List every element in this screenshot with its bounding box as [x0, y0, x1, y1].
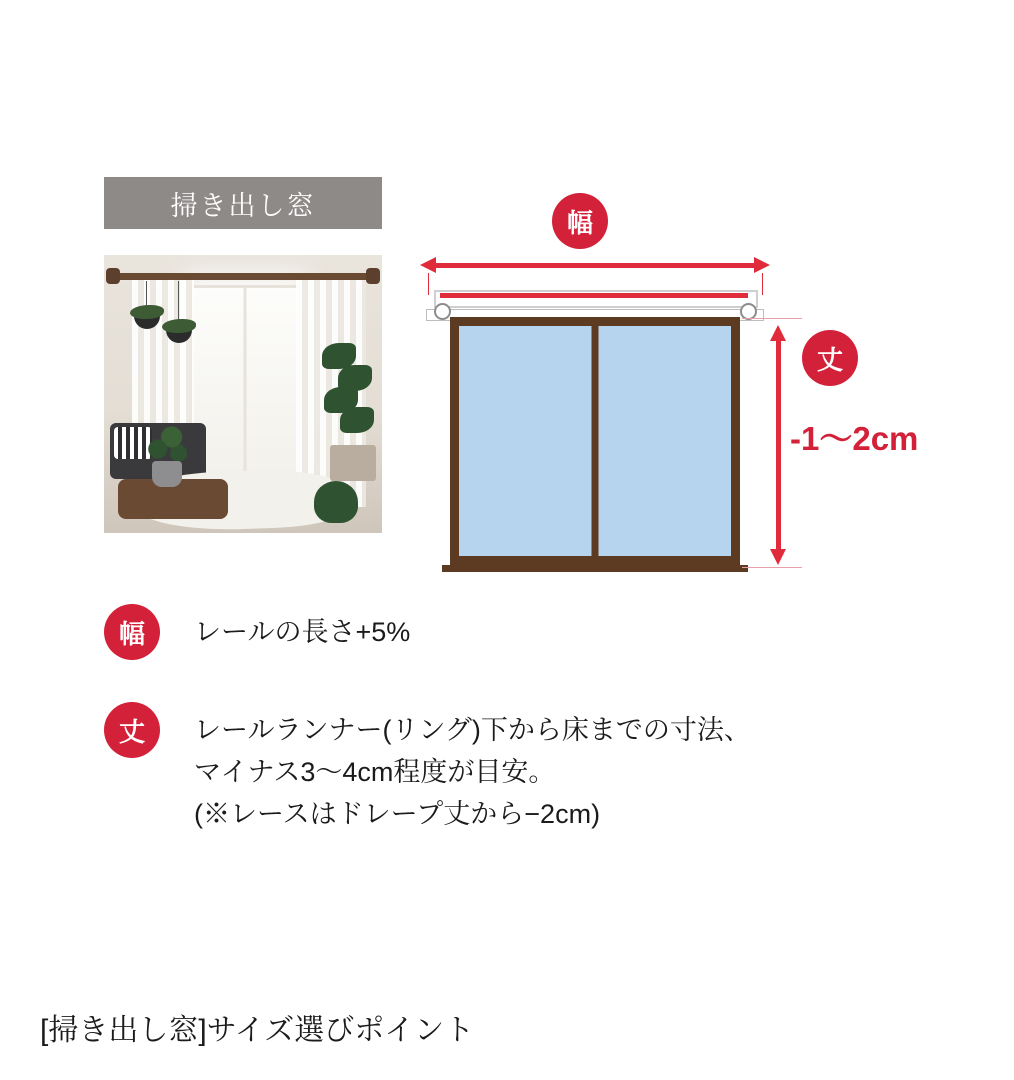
note-badge-height [104, 702, 160, 758]
note-text-width [194, 604, 410, 654]
photo-floor-plant [314, 481, 358, 523]
note-item [104, 702, 934, 836]
note-text-height [194, 702, 751, 836]
width-arrow-line [430, 263, 760, 268]
width-badge [552, 193, 608, 249]
photo-curtain-rod [108, 273, 378, 280]
width-guide-left [428, 273, 429, 295]
height-arrowhead-bottom-icon [770, 549, 786, 565]
window-mullion [592, 326, 599, 556]
note-line: マイナス3〜4cm程度が目安。 [194, 756, 556, 787]
photo-side-table [330, 445, 376, 481]
width-badge-label: 幅 [566, 207, 593, 238]
height-badge-label: 丈 [816, 344, 843, 375]
curtain-rail-highlight [440, 293, 748, 298]
page-caption: [掃き出し窓]サイズ選びポイント [40, 1014, 475, 1047]
height-badge [802, 330, 858, 386]
photo-monstera-plant [322, 343, 376, 433]
height-arrow-line [776, 335, 781, 555]
width-guide-right [762, 273, 763, 295]
width-arrowhead-right-icon [754, 257, 770, 273]
height-guide-bottom [742, 567, 802, 568]
notes-list [104, 604, 934, 878]
note-item [104, 604, 934, 660]
height-offset-note: -1〜2cm [790, 420, 919, 457]
height-guide-top [742, 318, 802, 319]
width-arrow [420, 257, 770, 273]
note-badge-width-label: 幅 [118, 618, 145, 649]
photo-table-pot [152, 461, 182, 487]
note-badge-height-label: 丈 [118, 716, 145, 747]
window-type-label: 掃き出し窓 [170, 190, 316, 221]
photo-window [190, 285, 300, 491]
note-line: レールランナー(リング)下から床までの寸法、 [194, 715, 751, 745]
window-type-tab [104, 177, 382, 229]
window-sill [442, 565, 748, 572]
window-frame [450, 317, 740, 565]
note-badge-width [104, 604, 160, 660]
photo-rod-finial-left [106, 268, 120, 284]
photo-rod-finial-right [366, 268, 380, 284]
photo-table-plant [144, 425, 190, 465]
note-line: レールの長さ+5% [194, 617, 411, 647]
measurement-diagram [412, 185, 972, 585]
rail-runner-ring-left-icon [434, 303, 451, 320]
height-arrow [770, 325, 788, 565]
note-line: (※レースはドレープ丈から−2cm) [194, 798, 601, 829]
room-photo [104, 255, 382, 533]
